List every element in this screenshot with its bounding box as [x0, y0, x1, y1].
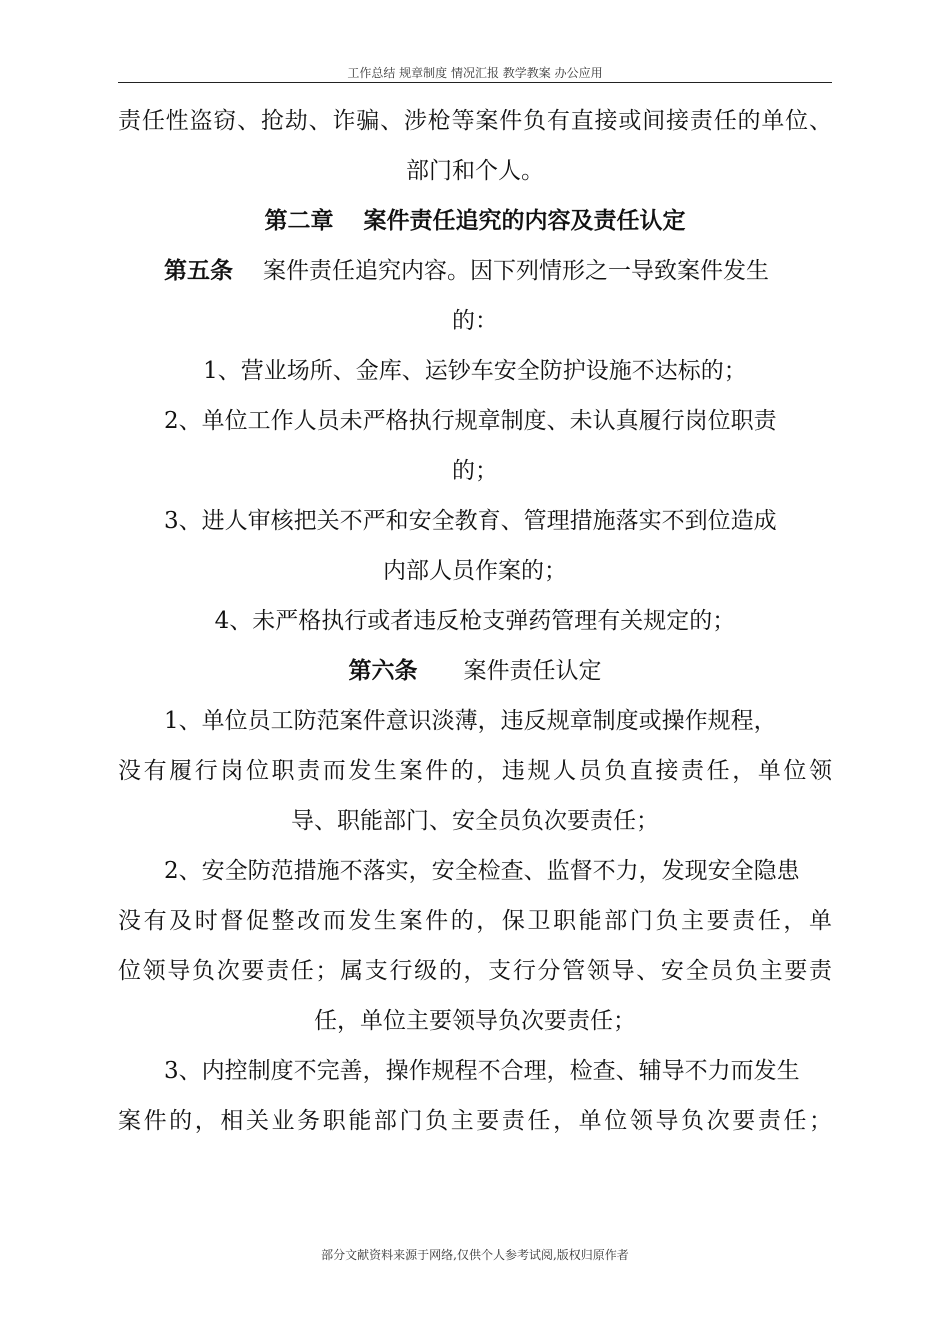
paragraph-line: 3、内控制度不完善，操作规程不合理，检查、辅导不力而发生	[164, 1058, 800, 1084]
body-line: 部门和个人。	[406, 158, 544, 184]
document-body	[118, 96, 832, 1146]
paragraph-line: 1、单位员工防范案件意识淡薄，违反规章制度或操作规程，	[164, 708, 777, 734]
article-5-label: 第五条	[164, 257, 233, 284]
article-6-label: 第六条	[348, 657, 418, 684]
article-5-text: 案件责任追究内容。因下列情形之一导致案件发生	[263, 258, 769, 284]
paragraph-line: 导、职能部门、安全员负次要责任；	[291, 808, 659, 834]
list-item: 4、未严格执行或者违反枪支弹药管理有关规定的；	[214, 608, 736, 634]
body-line: 责任性盗窃、抢劫、诈骗、涉枪等案件负有直接或间接责任的单位、	[118, 108, 832, 134]
chapter-heading	[118, 196, 832, 246]
paragraph-line: 案件的，相关业务职能部门负主要责任，单位领导负次要责任；	[118, 1108, 832, 1134]
list-item-cont: 内部人员作案的；	[383, 558, 567, 584]
page-header: 工作总结 规章制度 情况汇报 教学教案 办公应用	[347, 66, 603, 80]
list-item-cont: 的；	[452, 458, 498, 484]
paragraph-line: 2、安全防范措施不落实，安全检查、监督不力，发现安全隐患	[164, 858, 800, 884]
list-item: 2、单位工作人员未严格执行规章制度、未认真履行岗位职责	[164, 408, 777, 434]
chapter-number: 第二章	[264, 207, 334, 234]
page-footer: 部分文献资料来源于网络,仅供个人参考试阅,版权归原作者	[321, 1248, 629, 1262]
chapter-title: 案件责任追究的内容及责任认定	[363, 207, 686, 234]
paragraph-line: 任，单位主要领导负次要责任；	[314, 1008, 636, 1034]
paragraph-line: 位领导负次要责任；属支行级的，支行分管领导、安全员负主要责	[118, 958, 832, 984]
article-6	[118, 646, 832, 696]
paragraph-line: 没有及时督促整改而发生案件的，保卫职能部门负主要责任，单	[118, 908, 832, 934]
header-divider	[118, 82, 832, 83]
article-5	[118, 246, 832, 296]
list-item: 1、营业场所、金库、运钞车安全防护设施不达标的；	[203, 358, 747, 384]
article-6-text: 案件责任认定	[463, 658, 602, 684]
list-item: 3、进人审核把关不严和安全教育、管理措施落实不到位造成	[164, 508, 777, 534]
paragraph-line: 没有履行岗位职责而发生案件的，违规人员负直接责任，单位领	[118, 758, 832, 784]
body-line: 的：	[452, 308, 498, 334]
